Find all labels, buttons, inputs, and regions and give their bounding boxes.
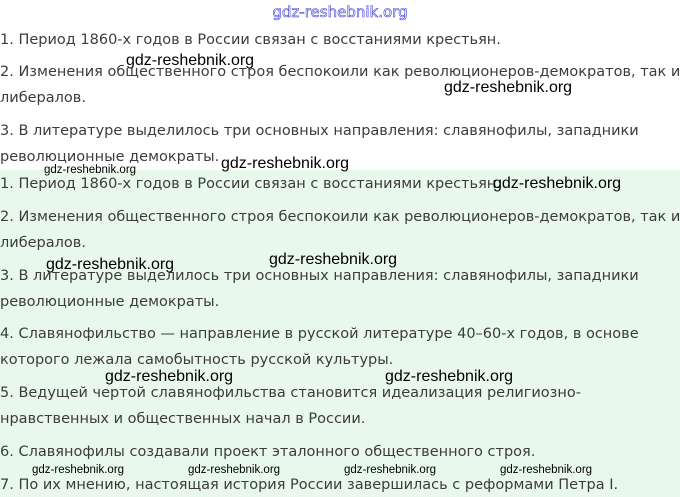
answer-line-3: либералов. — [0, 235, 86, 251]
answer-line-10: 6. Славянофилы создавали проект эталонного общественного строя. — [0, 444, 536, 460]
first-answer-line-5: революционные демократы. — [0, 149, 220, 165]
site-header — [0, 0, 680, 24]
answer-line-9: нравственных и общественных начал в России. — [0, 411, 366, 427]
first-answer-line-1: 1. Период 1860-х годов в России связан с восстаниями крестьян. — [0, 32, 501, 48]
watermark: gdz-reshebnik.org — [385, 368, 514, 385]
watermark: gdz-reshebnik.org — [444, 79, 573, 96]
first-answer-line-3: либералов. — [0, 90, 86, 106]
watermark: gdz-reshebnik.org — [44, 164, 137, 176]
answer-line-2: 2. Изменения общественного строя беспокоили как революционеров-демократов, так и — [0, 209, 680, 225]
watermark: gdz-reshebnik.org — [500, 464, 593, 476]
first-answer-line-2: 2. Изменения общественного строя беспокоили как революционеров-демократов, так и — [0, 64, 680, 80]
watermark: gdz-reshebnik.org — [188, 464, 281, 476]
watermark: gdz-reshebnik.org — [269, 251, 398, 268]
answer-line-11: 7. По их мнению, настоящая история России завершилась с реформами Петра I. — [0, 477, 619, 493]
watermark: gdz-reshebnik.org — [46, 256, 175, 273]
answer-line-8: 5. Ведущей чертой славянофильства становится идеализация религиозно- — [0, 385, 581, 401]
site-header-link[interactable]: gdz-reshebnik.org — [272, 3, 408, 21]
watermark: gdz-reshebnik.org — [221, 155, 350, 172]
watermark: gdz-reshebnik.org — [344, 464, 437, 476]
answer-line-7: которого лежала самобытность русской культуры. — [0, 352, 394, 368]
watermark: gdz-reshebnik.org — [126, 52, 255, 69]
watermark: gdz-reshebnik.org — [105, 368, 234, 385]
first-answer-line-4: 3. В литературе выделилось три основных направления: славянофилы, западники — [0, 123, 639, 139]
answer-line-5: революционные демократы. — [0, 294, 220, 310]
answer-line-6: 4. Славянофильство — направление в русской литературе 40–60-х годов, в основе — [0, 326, 639, 342]
answer-line-4: 3. В литературе выделилось три основных направления: славянофилы, западники — [0, 268, 639, 284]
watermark: gdz-reshebnik.org — [32, 464, 125, 476]
answer-panel — [0, 170, 680, 497]
answer-line-1: 1. Период 1860-х годов в России связан с восстаниями крестьян. — [0, 176, 501, 192]
watermark: gdz-reshebnik.org — [493, 175, 622, 192]
